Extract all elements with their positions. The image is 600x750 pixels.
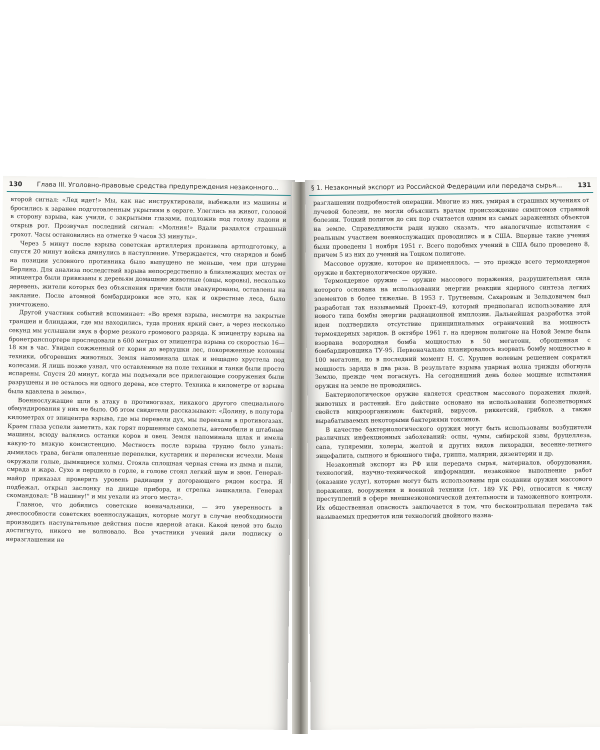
paragraph: Военнослужащие шли в атаку в противогазах, никакого другого специального обмундирования у них не было. Об этом свидетели рассказывают: «Долину, в полутора километрах от эпицентра взрыва, где мы перевели дух, мы переехали в противогазах. Краем глаза успели заметить, как горят поршенные самолеты, автомобили и штабные машины, всюду валялись останки коров и овец. Земля напоминала шлак и имела какую-то вязкую консистенцию. Местность после взрыва трудно было узнать: дымилась трава, бегали опаленные перепелки, кустарник и перелески исчезли. Меня окружали голые, дымящиеся холмы. Стояла сплошная черная стена из дыма и пыли, смрада и жара. Сухо и першило в горле, в голове стоял легкий шум и звон. Генерал-майор приказал проверить уровень радиации у догорающего рядом костра. Я подбежал, открыл заслонку на днище прибора, и стрелка зашкалила. Генерал скомандовал: "В машину!" и мы уехали из этого места». [6, 397, 284, 502]
paragraph: второй сигнал: «Лед идет!» Мы, как нас инструктировали, выбежали из машины и бросились к заранее подготовленным укрытиям в овраге. Улеглись на живот, головой в сторону взрыва, как учили, с закрытыми глазами, подложив под голову ладони и открыв рот. Прозвучал последний сигнал: «Молния!» Вдали раздался страшный грохот. Часы остановились на отметке 9 часов 33 минуты». [10, 197, 287, 241]
paragraph: Через 5 минут после взрыва советская артиллерия произвела артподготовку, а спустя 20 минут войска двинулись в наступление. Утверждается, что снарядов и бомб на позиции условного противника было выпущено не меньше, чем при штурме Берлина. Для анализа последствий взрыва непосредственно в близлежащих местах от эпицентра были привязаны к деревьям домашние животные (овцы, коровы), несколько деревень, жители которых без объяснения причин были эвакуированы, оставлены на заклание. После атомной бомбардировки все это, как и окрестные леса, было уничтожено. [9, 240, 287, 309]
page-number-right: 131 [577, 181, 592, 190]
chapter-title: Глава III. Уголовно-правовые средства предупреждения незаконного... [36, 180, 279, 192]
left-page [0, 176, 295, 730]
paragraph: В качестве бактериологического оружия могут быть использованы возбудители различных инфекционных заболеваний: оспы, чумы, сибирской язвы, бруцеллеза, сапа, туляремии, холеры, желтой и других видов лихорадки, весенне-летнего энцефалита, сыпного и брюшного тифа, гриппа, малярии, дизентерии и др. [315, 424, 592, 460]
paragraph: разглашении подробностей операции. Многие из них, умирая в страшных мучениях от лучевой болезни, не могли объяснить врачам происхождение симптомов странной болезни. Тоцкий полигон до сих пор считается одним из самых зараженных объектов на земле. Справедливости ради нужно сказать, что аналогичные испытания с реальным участием военнослужащих проводились и в США. Впервые такие учения были проведены 1 ноября 1951 г. Всего подобных учений в США было проведено 8, причем 5 из них до учений на Тоцком полигоне. [313, 198, 590, 260]
right-page-body [313, 197, 594, 726]
section-title: § 1. Незаконный экспорт из Российской Федерации или передача сырья... [311, 181, 563, 192]
right-page [305, 177, 600, 730]
paragraph: Главное, что добились советские военачальники, — это уверенность в дееспособности советских военнослужащих, которые могут в случае необходимости производить наступательные действия после ядерной атаки. Какой ценой это было достигнуто, никого не волновало. Все участники учений дали подписку о неразглашении не [5, 502, 283, 544]
paragraph: Массовое оружие, которое не применялось, — это прежде всего термоядерное оружие и бактериологическое оружие. [313, 259, 590, 277]
paragraph: Термоядерное оружие — оружие массового поражения, разрушительная сила которого основана на использовании энергии реакции ядерного синтеза легких элементов в более тяжелые. В 1953 г. Трутневым, Сахаровым и Зельдовичем был разработан так называемый Проект-49, который предполагал использование для нового типа бомбы энергии радиационной имплозии. Дальнейшая разработка этой идеи подтвердила отсутствие принципиальных ограничений на мощность термоядерных зарядов. В октябре 1961 г. на ядерном полигоне на Новой Земле была взорвана водородная бомба мощностью в 50 мегатонн, сброшенная с бомбардировщика ТУ-95. Первоначально планировалось взорвать бомбу мощностью в 100 мегатонн, но в последний момент Н. С. Хрущев волевым решением сократил мощность заряда в два раза. В результате взрыва ударная волна трижды обогнула Землю, прежде чем погаснуть. На сегодняшний день более мощные испытания оружия на земле не проводились. [314, 276, 592, 390]
page-number-left: 130 [8, 180, 23, 189]
left-page-body [3, 196, 286, 726]
paragraph: Бактериологическое оружие является средством массового поражения людей, животных и растений. Его действие основано на использовании болезнетворных свойств микроорганизмов: бактерий, вирусов, риккетсий, грибков, а также вырабатываемых некоторыми бактериями токсинов. [315, 389, 592, 425]
paragraph: Другой участник событий вспоминает: «Во время взрыва, несмотря на закрытые траншеи и блиндажи, где мы находились, туда проник яркий свет, а через несколько секунд мы услышали звук в форме резкого громового разряда. К эпицентру взрыва на бронетранспортере проследовали в 600 метрах от эпицентра взрыва со скоростью 16—18 км в час. Увидел сожженный от корня до верхушки лес, покореженные колонны техники, обгоревших животных. Земля напоминала шлак и нещадно хрустела под колесами. Я лишь позже узнал, что оставленные на поле техники и танки были просто испарены. Спустя 20 минут, когда мы подъехали все прилегающие сооружения были разрушены и не осталось ни одного дерева, все стерто. Техника в километре от взрыва была вдавлена в землю». [7, 310, 286, 396]
paragraph: Незаконный экспорт из РФ или передача сырья, материалов, оборудования, технологий, научно-технической информации, незаконное выполнение работ (оказание услуг), которые могут быть использованы при создании оружия массового поражения, вооружения и военной техники (ст. 189 УК РФ), относится к числу преступлений в сфере внешнеэкономической деятельности и таможенного контроля. Их общественная опасность заключается в том, что бесконтрольная передача так называемых предметов или технологий двойного назна- [316, 459, 593, 521]
